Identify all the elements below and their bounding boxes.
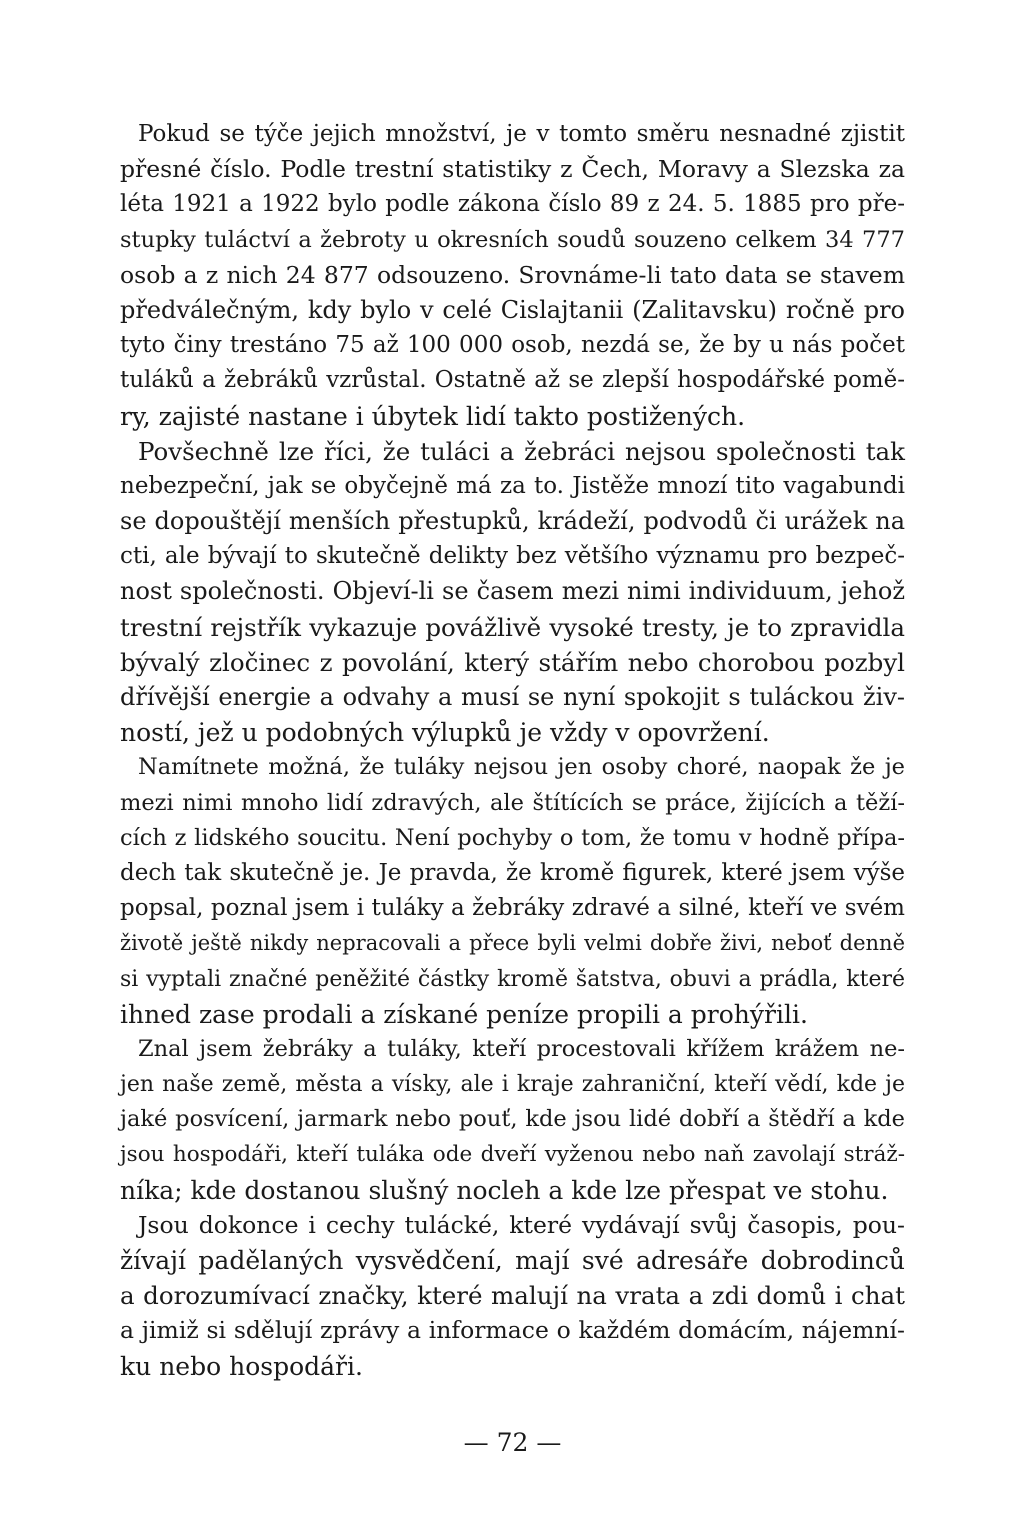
- paragraph: [120, 117, 905, 434]
- page-number: — 72 —: [463, 1428, 562, 1457]
- text-line: ku nebo hospodáři.: [120, 1351, 363, 1381]
- text-line: životě ještě nikdy nepracovali a přece byli velmi dobře živi, neboť denně: [120, 931, 905, 956]
- text-line: dřívější energie a odvahy a musí se nyní spokojit s tuláckou živ-: [120, 683, 905, 711]
- text-line: nost společnosti. Objeví-li se časem mezi nimi individuum, jehož: [120, 577, 905, 606]
- text-line: přesné číslo. Podle trestní statistiky z Čech, Moravy a Slezska za: [120, 155, 905, 184]
- text-line: osob a z nich 24 877 odsouzeno. Srovnáme-li tato data se stavem: [120, 260, 905, 289]
- text-line: dech tak skutečně je. Je pravda, že kromě figurek, které jsem výše: [120, 859, 905, 886]
- text-line: mezi nimi mnoho lidí zdravých, ale štítících se práce, žijících a těží-: [120, 789, 905, 816]
- text-line: ry, zajisté nastane i úbytek lidí takto postižených.: [120, 401, 746, 431]
- text-line: Namítnete možná, že tuláky nejsou jen osoby choré, naopak že je: [138, 754, 905, 781]
- text-line: předválečným, kdy bylo v celé Cislajtanii (Zalitavsku) ročně pro: [120, 295, 905, 324]
- text-line: jsou hospodáři, kteří tuláka ode dveří vyženou nebo naň zavolají stráž-: [120, 1142, 905, 1168]
- text-line: Pokud se týče jejich množství, je v tomto směru nesnadné zjistit: [138, 121, 905, 147]
- text-line: stupky tuláctví a žebroty u okresních soudů souzeno celkem 34 777: [120, 226, 905, 253]
- text-line: Povšechně lze říci, že tuláci a žebráci nejsou společnosti tak: [138, 436, 905, 466]
- text-line: a jimiž si sdělují zprávy a informace o každém domácím, nájemní-: [120, 1316, 905, 1345]
- text-line: se dopouštějí menších přestupků, krádeží, podvodů či urážek na: [120, 507, 905, 536]
- text-line: tyto činy trestáno 75 až 100 000 osob, nezdá se, že by u nás počet: [120, 332, 905, 359]
- paragraph: [120, 1208, 905, 1384]
- text-line: nebezpeční, jak se obyčejně má za to. Jistěže mnozí tito vagabundi: [120, 472, 905, 499]
- paragraph: [120, 750, 905, 1032]
- text-line: jaké posvícení, jarmark nebo pouť, kde jsou lidé dobří a štědří a kde: [120, 1106, 905, 1133]
- text-line: trestní rejstřík vykazuje povážlivě vysoké tresty, je to zpravidla: [120, 612, 905, 642]
- paragraph: [120, 434, 905, 751]
- text-line: cích z lidského soucitu. Není pochyby o tom, že tomu v hodně přípa-: [120, 824, 905, 851]
- paragraph: [120, 1032, 905, 1208]
- text-line: ihned zase prodali a získané peníze propili a prohýřili.: [120, 999, 808, 1029]
- text-line: a dorozumívací značky, které malují na vrata a zdi domů i chat: [120, 1281, 905, 1311]
- text-line: léta 1921 a 1922 bylo podle zákona číslo 89 z 24. 5. 1885 pro pře-: [120, 191, 905, 218]
- text-line: si vyptali značné peněžité částky kromě šatstva, obuvi a prádla, které: [120, 966, 905, 992]
- text-line: cti, ale bývají to skutečně delikty bez většího významu pro bezpeč-: [120, 543, 905, 570]
- text-line: žívají padělaných vysvědčení, mají své adresáře dobrodinců: [120, 1246, 905, 1275]
- text-line: bývalý zločinec z povolání, který stářím nebo chorobou pozbyl: [120, 647, 905, 677]
- text-line: Jsou dokonce i cechy tulácké, které vydávají svůj časopis, pou-: [138, 1210, 905, 1239]
- page-body: [120, 117, 905, 1384]
- text-line: tuláků a žebráků vzrůstal. Ostatně až se zlepší hospodářské pomě-: [120, 367, 905, 394]
- text-line: popsal, poznal jsem i tuláky a žebráky zdravé a silné, kteří ve svém: [120, 895, 905, 922]
- text-line: Znal jsem žebráky a tuláky, kteří procestovali křížem krážem ne-: [138, 1035, 905, 1062]
- text-line: ností, jež u podobných výlupků je vždy v opovržení.: [120, 718, 770, 748]
- text-line: níka; kde dostanou slušný nocleh a kde lze přespat ve stohu.: [120, 1175, 889, 1205]
- text-line: jen naše země, města a vísky, ale i kraje zahraniční, kteří vědí, kde je: [120, 1072, 905, 1098]
